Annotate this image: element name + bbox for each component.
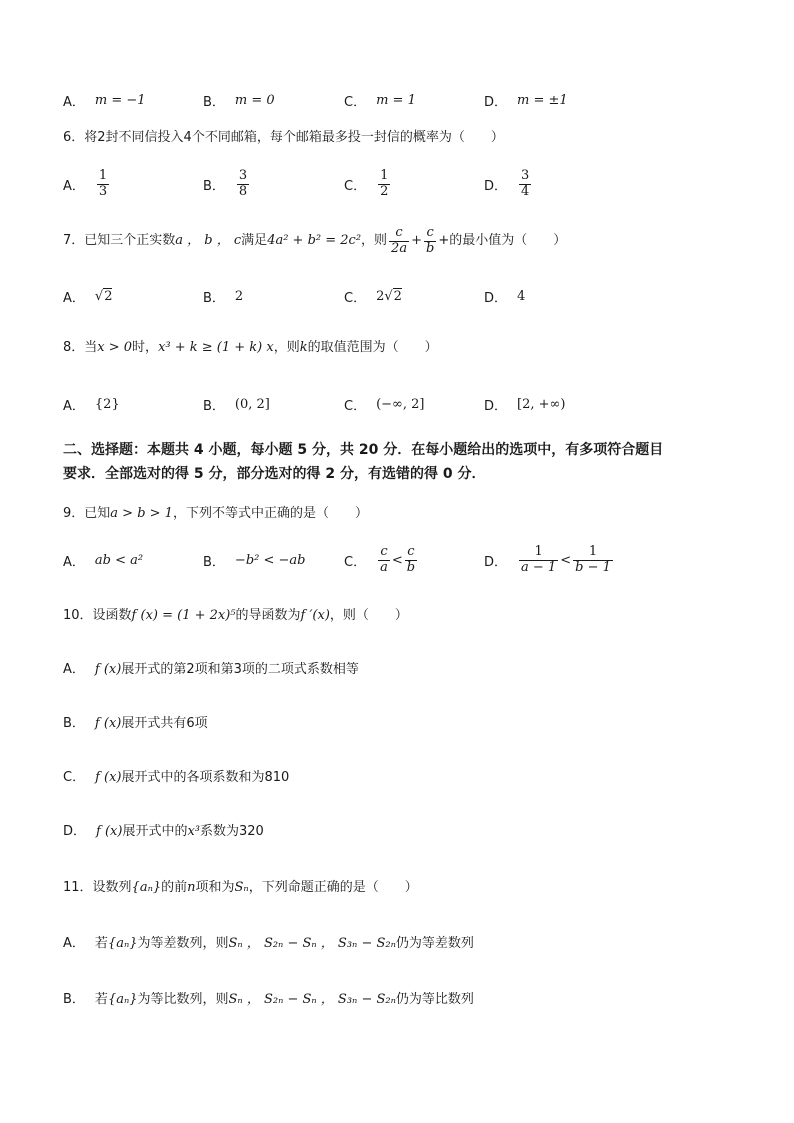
q10-option-b: B． f (x)展开式共有6项 — [63, 716, 208, 731]
q7-stem: 7．已知三个正实数 a ， b ， c 满足 4a² + b² = 2c² ，则 $\frac{c}{2a}$ + $\frac{c}{b}$ +的最小值为（ ） — [63, 225, 567, 256]
q8-options — [63, 384, 743, 424]
q5-option-c: C． m = 1 — [344, 92, 416, 110]
fraction: $\frac{c}{2a}$ — [391, 225, 408, 256]
q9-option-b: B． −b² < −ab — [203, 552, 306, 570]
q9-options — [63, 540, 743, 580]
fraction: $\frac{c}{b}$ — [406, 544, 416, 575]
fraction: $\frac{c}{b}$ — [425, 225, 435, 256]
fraction: $\frac{3}{8}$ — [238, 168, 248, 199]
q5-option-a: A． m = −1 — [63, 92, 146, 110]
q9-option-d: D． $\frac{1}{a - 1}$ < $\frac{1}{b - 1}$ — [484, 544, 611, 575]
q6-option-b: B． $\frac{3}{8}$ — [203, 168, 248, 199]
fraction: $\frac{3}{4}$ — [521, 168, 530, 199]
fraction: $\frac{1}{3}$ — [98, 168, 108, 199]
fraction: $\frac{1}{b - 1}$ — [575, 544, 611, 575]
q10-option-a: A． f (x)展开式的第2项和第3项的二项式系数相等 — [63, 662, 359, 677]
q11-option-a: A． 若{aₙ}为等差数列，则Sₙ ， S₂ₙ − Sₙ ， S₃ₙ − S₂ₙ仍为等差数列 — [63, 936, 474, 951]
q11-option-b: B． 若{aₙ}为等比数列，则Sₙ ， S₂ₙ − Sₙ ， S₃ₙ − S₂ₙ仍为等比数列 — [63, 992, 474, 1007]
q6-stem: 6．将2封不同信投入4个不同邮箱，每个邮箱最多投一封信的概率为（ ） — [63, 130, 504, 145]
q6-option-a: A． $\frac{1}{3}$ — [63, 168, 108, 199]
section-heading: 二、选择题：本题共 4 小题，每小题 5 分，共 20 分．在每小题给出的选项中，有多项符合题目 要求．全部选对的得 5 分，部分选对的得 2 分，有选错的得 0 分． — [63, 442, 664, 482]
q8-option-a: A． {2} — [63, 396, 120, 414]
q5-option-d: D． m = ±1 — [484, 92, 568, 110]
q8-stem: 8．当x > 0时，x³ + k ≥ (1 + k) x，则k的取值范围为（ ） — [63, 340, 438, 355]
q8-option-d: D． [2, +∞) — [484, 396, 566, 414]
q8-option-b: B． (0, 2] — [203, 396, 270, 414]
q5-options — [63, 80, 743, 120]
q5-option-b: B． m = 0 — [203, 92, 275, 110]
q9-stem: 9．已知a > b > 1，下列不等式中正确的是（ ） — [63, 506, 368, 521]
q7-option-b: B． 2 — [203, 288, 244, 306]
q9-option-c: C． $\frac{c}{a}$ < $\frac{c}{b}$ — [344, 544, 416, 575]
q7-options — [63, 276, 743, 316]
fraction: $\frac{1}{a - 1}$ — [521, 544, 557, 575]
q7-option-c: C． 2 √2 — [344, 288, 402, 306]
q10-option-c: C． f (x)展开式中的各项系数和为810 — [63, 770, 290, 785]
q6-options — [63, 164, 743, 204]
fraction: $\frac{c}{a}$ — [380, 544, 388, 575]
q8-option-c: C． (−∞, 2] — [344, 396, 425, 414]
q9-option-a: A． ab < a² — [63, 552, 144, 570]
q10-option-d: D． f (x)展开式中的x³系数为320 — [63, 824, 264, 839]
q11-stem: 11．设数列{aₙ}的前n项和为Sₙ，下列命题正确的是（ ） — [63, 880, 418, 895]
q10-stem: 10．设函数f (x) = (1 + 2x)⁵的导函数为f ′(x)，则（ ） — [63, 608, 408, 623]
q6-option-c: C． $\frac{1}{2}$ — [344, 168, 389, 199]
q7-option-a: A． √2 — [63, 289, 113, 306]
q6-option-d: D． $\frac{3}{4}$ — [484, 168, 530, 199]
fraction: $\frac{1}{2}$ — [380, 168, 389, 199]
q7-option-d: D． 4 — [484, 288, 526, 306]
